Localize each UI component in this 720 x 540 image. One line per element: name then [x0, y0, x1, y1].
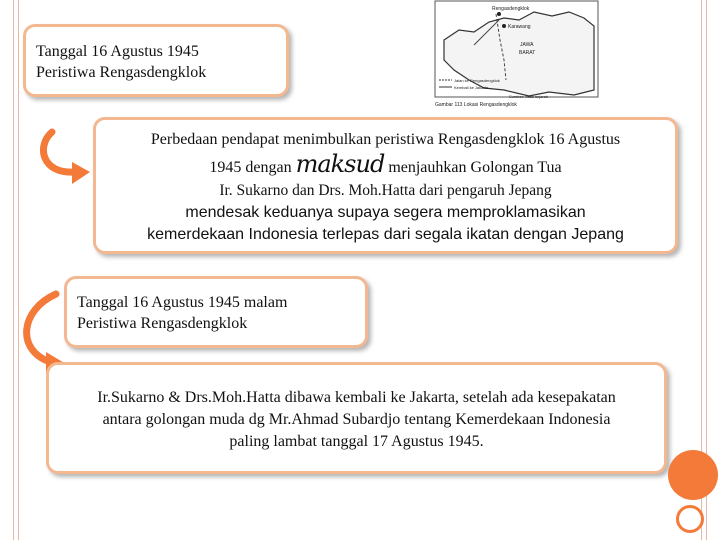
left-margin-rule-inner	[18, 0, 19, 540]
explanation-line-2c: menjauhkan Golongan Tua	[384, 159, 562, 176]
outcome-line-3: paling lambat tanggal 17 Agustus 1945.	[229, 433, 484, 450]
event-date-1: Tanggal 16 Agustus 1945	[36, 43, 199, 60]
explanation-line-2a: 1945 dengan	[209, 159, 296, 176]
event-title-2: Peristiwa Rengasdengklok	[77, 315, 248, 332]
explanation-line-5: kemerdekaan Indonesia terlepas dari segala ikatan dengan Jepang	[147, 226, 624, 243]
explanation-box	[93, 117, 678, 254]
decorative-orange-circle	[668, 450, 718, 500]
outcome-line-1: Ir.Sukarno & Drs.Moh.Hatta dibawa kembali ke Jakarta, setelah ada kesepakatan	[97, 389, 616, 406]
outcome-line-2: antara golongan muda dg Mr.Ahmad Subardjo tentang Kemerdekaan Indonesia	[102, 411, 611, 428]
event-date-2: Tanggal 16 Agustus 1945 malam	[77, 294, 288, 311]
map-label-region-1: JAWA	[520, 42, 534, 48]
map-label-rengasdengklok: Rengasdengklok	[492, 6, 530, 12]
rengasdengklok-map	[434, 0, 599, 108]
explanation-word-maksud: maksud	[295, 150, 385, 178]
left-margin-rule	[13, 0, 14, 540]
explanation-line-2	[104, 152, 667, 180]
map-label-karawang: Karawang	[508, 24, 531, 30]
outcome-box	[46, 362, 667, 474]
event-title-1: Peristiwa Rengasdengklok	[36, 64, 207, 81]
map-label-region-2: BARAT	[519, 50, 536, 56]
map-source: Sumber: Atlas sejarah	[509, 94, 549, 99]
map-legend-1: Jalan ke Rengasdengklok	[454, 78, 500, 83]
event-box-16-august-night	[64, 276, 368, 348]
map-caption: Gambar 113 Lokasi Rengasdengklok	[435, 102, 517, 108]
decorative-orange-ring	[676, 505, 704, 533]
map-legend-2: Kembali ke Jakarta	[454, 85, 489, 90]
explanation-line-1: Perbedaan pendapat menimbulkan peristiwa Rengasdengklok 16 Agustus	[150, 131, 621, 148]
event-box-16-august	[23, 24, 289, 97]
explanation-line-3: Ir. Sukarno dan Drs. Moh.Hatta dari pengaruh Jepang	[219, 182, 552, 199]
explanation-line-4: mendesak keduanya supaya segera memproklamasikan	[185, 204, 586, 221]
